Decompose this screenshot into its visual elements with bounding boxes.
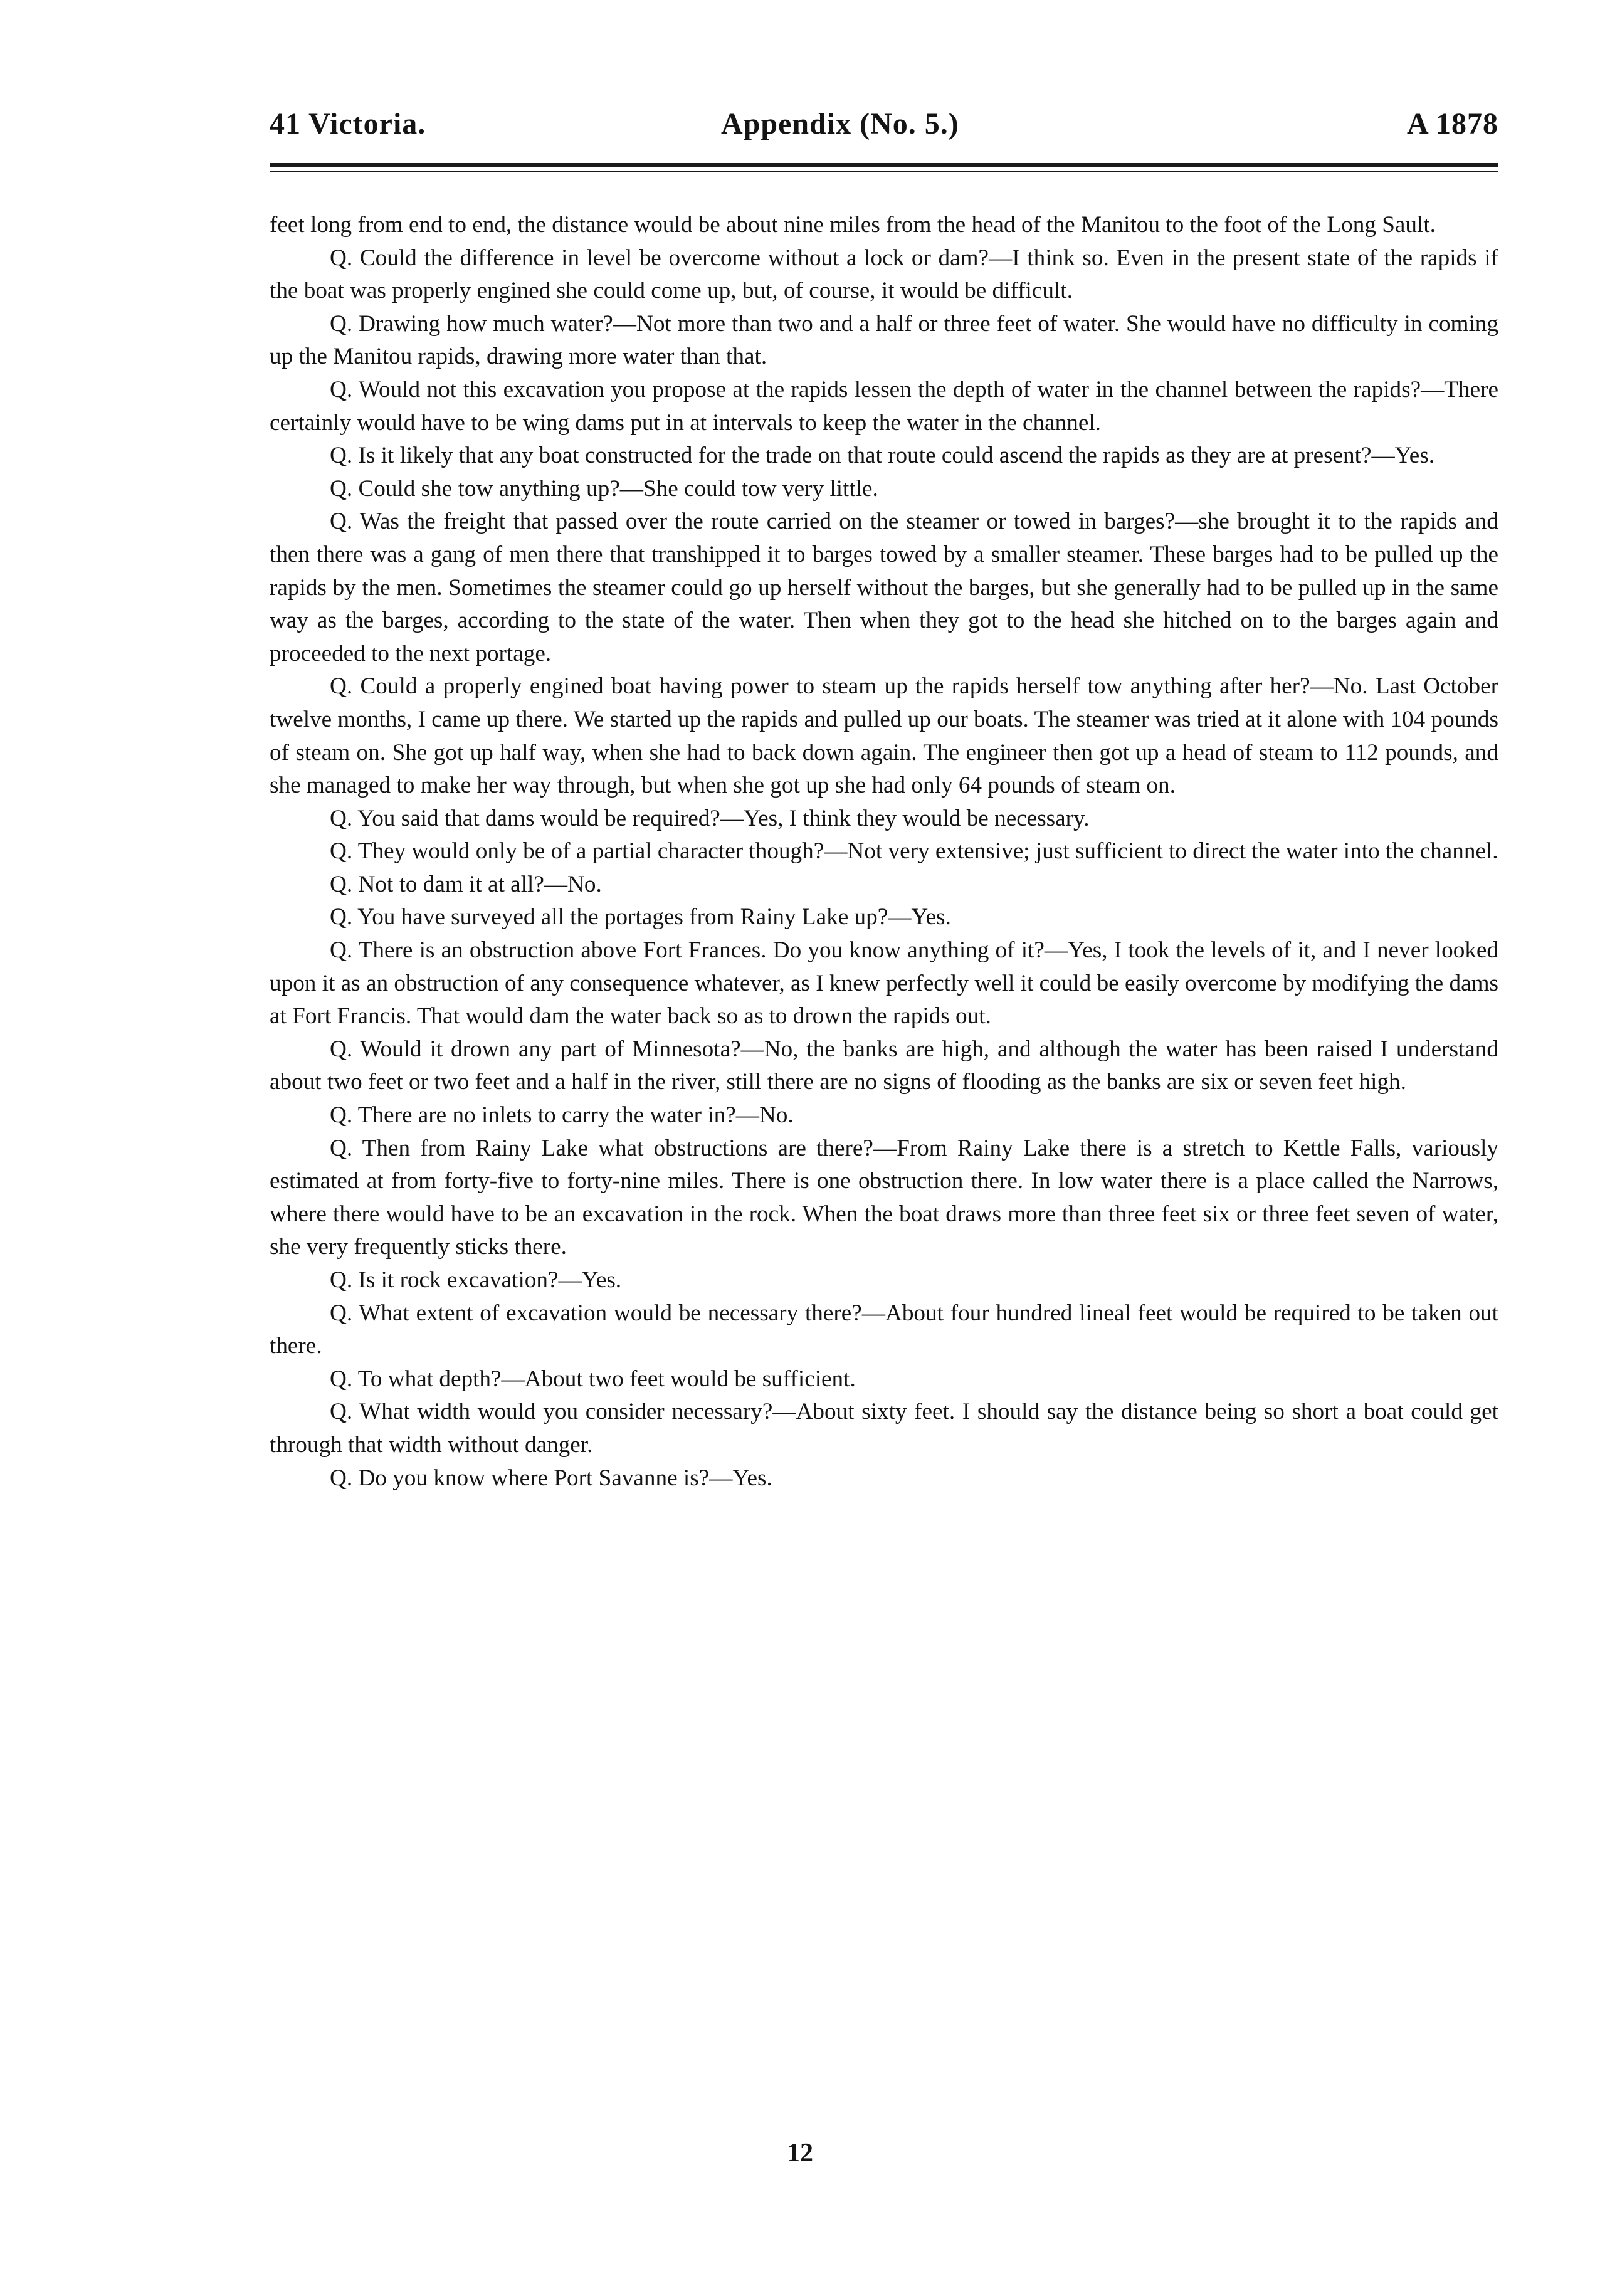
paragraph: Q. Could a properly engined boat having power to steam up the rapids herself tow anything after her?—No. Last October twelve months, I came up there. We started up the rapids and pulled up our boats. The steamer was tried at it alone with 104 pounds of steam on. She got up half way, when she had to back down again. The engineer then got up a head of steam to 112 pounds, and she managed to make her way through, but when she got up she had only 64 pounds of steam on. — [270, 673, 1498, 799]
paragraph: Q. Would not this excavation you propose at the rapids lessen the depth of water in the channel between the rapids?—There certainly would have to be wing dams put in at intervals to keep the water in the channel. — [270, 376, 1498, 436]
paragraph: Q. You have surveyed all the portages from Rainy Lake up?—Yes. — [330, 904, 951, 930]
page-number: 12 — [787, 2139, 813, 2167]
header-center: Appendix (No. 5.) — [721, 107, 959, 140]
page — [270, 94, 1498, 1495]
header-rule-thin — [270, 171, 1498, 172]
paragraph: Q. Is it likely that any boat constructed for the trade on that route could ascend the rapids as they are at present?—Yes. — [330, 443, 1435, 469]
paragraph: Q. Do you know where Port Savanne is?—Yes. — [330, 1465, 772, 1491]
paragraph: Q. There are no inlets to carry the water in?—No. — [330, 1102, 794, 1129]
paragraph: Q. What width would you consider necessary?—About sixty feet. I should say the distance being so short a boat could get through that width without danger. — [270, 1399, 1498, 1458]
paragraph: Q. What extent of excavation would be necessary there?—About four hundred lineal feet would be required to be taken out there. — [270, 1300, 1498, 1359]
paragraph: Q. Drawing how much water?—Not more than two and a half or three feet of water. She would have no difficulty in coming up the Manitou rapids, drawing more water than that. — [270, 310, 1498, 370]
paragraph: Q. Then from Rainy Lake what obstructions are there?—From Rainy Lake there is a stretch to Kettle Falls, variously estimated at from forty-five to forty-nine miles. There is one obstruction there. In low water there is a place called the Narrows, where there would have to be an excavation in the rock. When the boat draws more than three feet six or three feet seven of water, she very frequently sticks there. — [270, 1135, 1498, 1260]
paragraph: Q. They would only be of a partial character though?—Not very extensive; just sufficient to direct the water into the channel. — [330, 838, 1498, 865]
paragraph: Q. You said that dams would be required?—Yes, I think they would be necessary. — [330, 805, 1090, 831]
paragraph: Q. Could the difference in level be overcome without a lock or dam?—I think so. Even in the present state of the rapids if the boat was properly engined she could come up, but, of course, it would be difficult. — [270, 245, 1498, 304]
paragraph: Q. Not to dam it at all?—No. — [330, 871, 602, 897]
paragraph-continuation: feet long from end to end, the distance would be about nine miles from the head of the Manitou to the foot of the Long Sault. — [270, 212, 1436, 238]
paragraph: Q. Would it drown any part of Minnesota?—No, the banks are high, and although the water has been raised I understand about two feet or two feet and a half in the river, still there are no signs of flooding as the banks are six or seven feet high. — [270, 1036, 1498, 1095]
paragraph: Q. Is it rock excavation?—Yes. — [330, 1267, 622, 1293]
paragraph: Q. Could she tow anything up?—She could tow very little. — [330, 475, 878, 502]
header-right: A 1878 — [1406, 107, 1498, 140]
header-left: 41 Victoria. — [270, 107, 426, 140]
paragraph: Q. There is an obstruction above Fort Frances. Do you know anything of it?—Yes, I took the levels of it, and I never looked upon it as an obstruction of any consequence whatever, as I knew perfectly well it could be easily overcome by modifying the dams at Fort Francis. That would dam the water back so as to drown the rapids out. — [270, 937, 1498, 1030]
body-text — [270, 209, 1498, 1495]
header-rule-thick — [270, 163, 1498, 167]
paragraph: Q. Was the freight that passed over the route carried on the steamer or towed in barges?—she brought it to the rapids and then there was a gang of men there that transhipped it to barges towed by a smaller steamer. These barges had to be pulled up the rapids by the men. Sometimes the steamer could go up herself without the barges, but she generally had to be pulled up in the same way as the barges, according to the state of the water. Then when they got to the head she hitched on to the barges again and proceeded to the next portage. — [270, 508, 1498, 666]
paragraph: Q. To what depth?—About two feet would be sufficient. — [330, 1366, 856, 1392]
running-header — [270, 94, 1498, 157]
